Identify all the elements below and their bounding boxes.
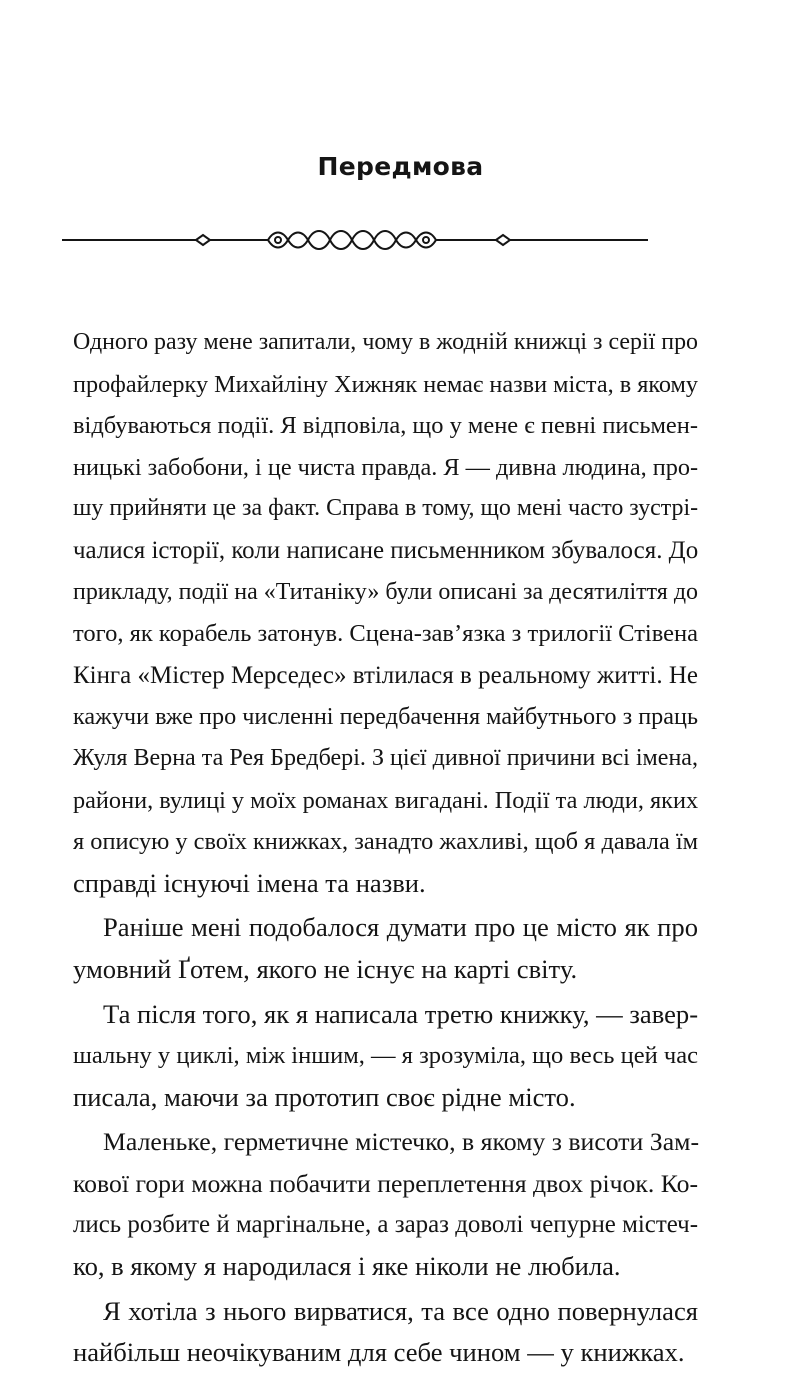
text-line: писала, маючи за прототип своє рідне місто. — [73, 1081, 576, 1112]
text-line: найбільш неочікуваним для себе чином — у книжках. — [73, 1337, 685, 1368]
text-line: лись розбите й маргінальне, а зараз доволі чепурне містеч- — [73, 1211, 698, 1239]
text-line: кажучи вже про численні передбачення майбутнього з праць — [73, 703, 698, 731]
paragraph-4 — [73, 1121, 698, 1287]
paragraph-3 — [73, 994, 698, 1119]
text-line: Я хотіла з нього вирватися, та все одно повернулася — [103, 1295, 698, 1326]
chapter-title: Передмова — [317, 152, 484, 181]
text-line: профайлерку Михайліну Хижняк немає назви міста, в якому — [73, 370, 698, 398]
paragraph-5 — [73, 1291, 698, 1374]
text-line: Одного разу мене запитали, чому в жодній книжці з серії про — [73, 329, 698, 355]
paragraph-1 — [73, 322, 698, 904]
text-line: ницькі забобони, і це чиста правда. Я — дивна людина, про- — [73, 453, 699, 481]
text-line: кової гори можна побачити переплетення двох річок. Ко- — [73, 1168, 698, 1198]
text-line: того, як корабель затонув. Сцена-зав’язка з трилогії Стівена — [73, 620, 699, 648]
text-line: шальну у циклі, між іншим, — я зрозуміла, що весь цей час — [73, 1042, 698, 1070]
text-line: Кінга «Містер Мерседес» втілилася в реальному житті. Не — [73, 661, 698, 689]
preface-text — [73, 322, 698, 1374]
text-line: я описую у своїх книжках, занадто жахливі, щоб я давала їм — [73, 828, 698, 856]
text-line: Маленьке, герметичне містечко, в якому з висоти Зам- — [103, 1127, 700, 1157]
text-line: прикладу, події на «Титаніку» були описані за десятиліття до — [73, 578, 698, 605]
text-line: Раніше мені подобалося думати про це місто як про — [103, 912, 698, 943]
text-line: райони, вулиці у моїх романах вигадані. Події та люди, яких — [73, 786, 699, 814]
text-line: шу прийняти це за факт. Справа в тому, що мені часто зустрі- — [73, 495, 699, 522]
text-line: чалися історії, коли написане письменником збувалося. До — [73, 536, 699, 564]
text-line: Та після того, як я написала третю книжку, — завер- — [103, 998, 699, 1029]
text-line: умовний Ґотем, якого не існує на карті світу. — [73, 953, 578, 984]
text-line: відбуваються події. Я відповіла, що у мене є певні письмен- — [73, 412, 698, 440]
text-line: справді існуючі імена та назви. — [73, 867, 426, 898]
text-line: ко, в якому я народилася і яке ніколи не любила. — [73, 1251, 621, 1282]
paragraph-2 — [73, 907, 698, 990]
text-line: Жуля Верна та Рея Бредбері. З цієї дивної причини всі імена, — [73, 744, 698, 771]
decorative-divider-ornament — [60, 222, 650, 258]
